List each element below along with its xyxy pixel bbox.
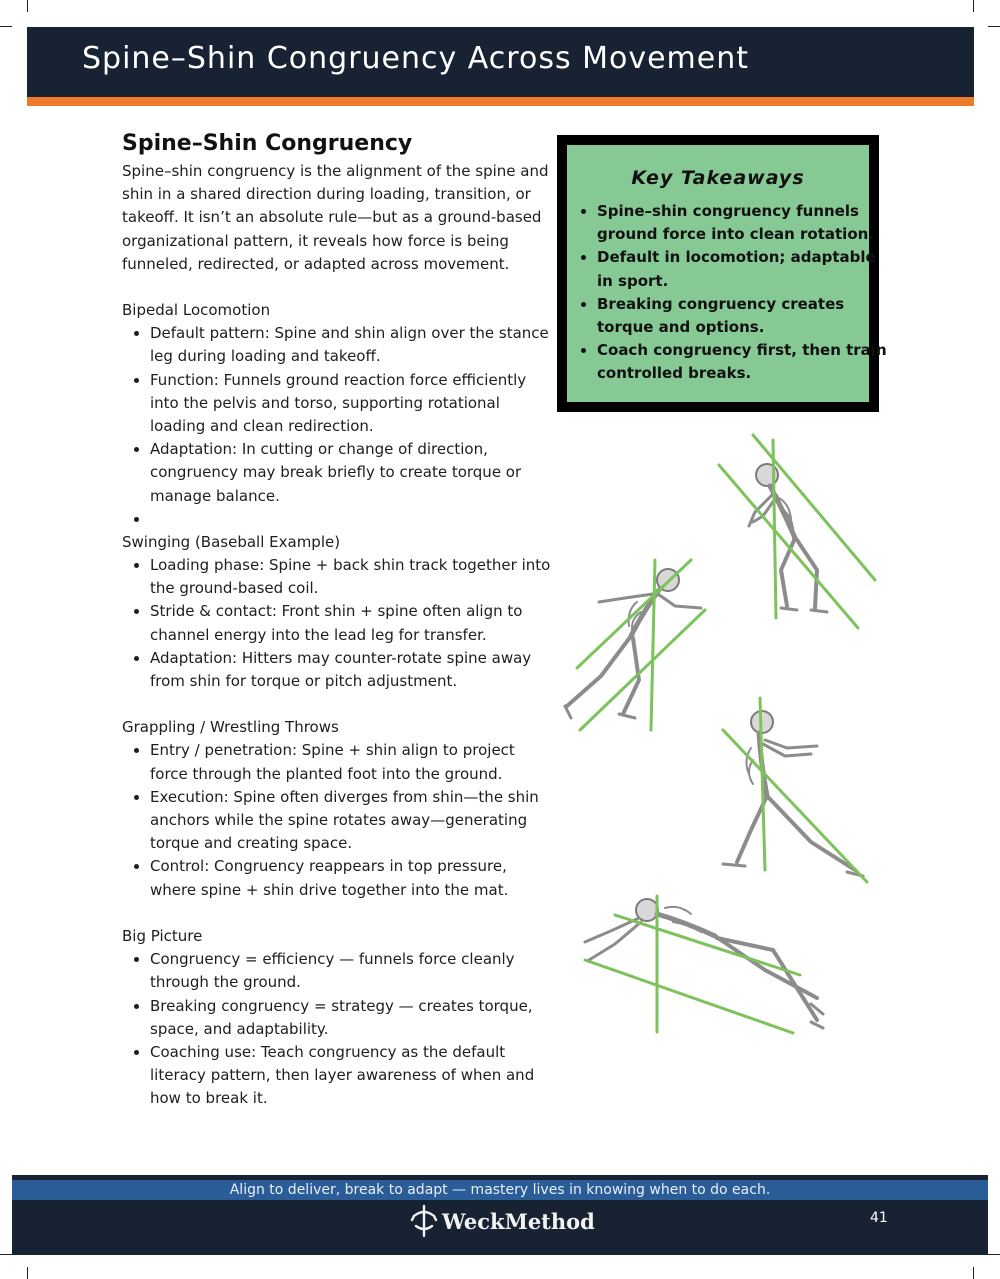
takeaway-item: • Default in locomotion; adaptable in sport.: [597, 246, 887, 292]
crop-mark: [988, 26, 1000, 27]
takeaway-item: • Coach congruency first, then train controlled breaks.: [597, 339, 887, 385]
list-item: • Adaptation: In cutting or change of direction, congruency may break briefly to create torque or manage balance.: [150, 438, 552, 508]
footer-tagline: Align to deliver, break to adapt — mastery lives in knowing when to do each.: [229, 1182, 771, 1198]
list-item: • Loading phase: Spine + back shin track together into the ground-based coil.: [150, 554, 552, 600]
crop-mark: [988, 1254, 1000, 1255]
list-item: • Function: Funnels ground reaction force efficiently into the pelvis and torso, supporting rotational loading and clean redirection.: [150, 369, 552, 439]
big-picture-list: [122, 948, 552, 1110]
crop-mark: [973, 0, 974, 12]
weckmethod-logo: [410, 1204, 595, 1238]
list-item: • Breaking congruency = strategy — creates torque, space, and adaptability.: [150, 995, 552, 1041]
list-item: • Stride & contact: Front shin + spine often align to channel energy into the lead leg for transfer.: [150, 600, 552, 646]
grappling-list: [122, 739, 552, 901]
crop-mark: [0, 26, 12, 27]
takeaway-item: • Spine–shin congruency funnels ground force into clean rotation.: [597, 200, 887, 246]
main-content: [122, 130, 552, 1111]
weckmethod-logo-icon: [410, 1204, 438, 1238]
key-takeaways-title: Key Takeaways: [631, 167, 805, 189]
list-item: • Adaptation: Hitters may counter-rotate spine away from shin for torque or pitch adjustment.: [150, 647, 552, 693]
takeaway-item: • Breaking congruency creates torque and options.: [597, 293, 887, 339]
section-heading: Spine–Shin Congruency: [122, 131, 413, 156]
page-header: [27, 27, 974, 97]
section-title-grappling: Grappling / Wrestling Throws: [122, 718, 339, 737]
key-takeaways-list: [575, 200, 887, 386]
header-accent-bar: [27, 97, 974, 106]
skeleton-illustrations: [555, 430, 885, 1050]
skeleton-figure-batter: [723, 711, 863, 876]
page-title: Spine–Shin Congruency Across Movement: [82, 41, 750, 76]
list-item-empty: [150, 508, 552, 531]
list-item: • Coaching use: Teach congruency as the default literacy pattern, then layer awareness of when and how to break it.: [150, 1041, 552, 1111]
list-item: • Control: Congruency reappears in top pressure, where spine + shin drive together into the mat.: [150, 855, 552, 901]
section-title-locomotion: Bipedal Locomotion: [122, 301, 271, 320]
skeleton-figure-crouch: [749, 464, 827, 612]
key-takeaways-box: [557, 135, 887, 412]
intro-paragraph: Spine–shin congruency is the alignment of the spine and shin in a shared direction during loading, transition, or takeoff. It isn’t an absolute rule—but as a ground-based organizational pattern, it reveals how force is being funneled, redirected, or adapted across movement.: [122, 162, 549, 273]
crop-mark: [973, 1267, 974, 1279]
crop-mark: [27, 1267, 28, 1279]
crop-mark: [27, 0, 28, 12]
skeleton-figure-runner: [565, 569, 701, 718]
key-takeaways-panel: [567, 145, 887, 402]
logo-text: WeckMethod: [442, 1208, 595, 1234]
locomotion-list: [122, 322, 552, 531]
swinging-list: [122, 554, 552, 693]
list-item: • Congruency = efficiency — funnels force cleanly through the ground.: [150, 948, 552, 994]
page-number: 41: [870, 1210, 888, 1226]
list-item: • Execution: Spine often diverges from shin—the shin anchors while the spine rotates away—generating torque and creating space.: [150, 786, 552, 856]
crop-mark: [0, 1254, 12, 1255]
section-title-swinging: Swinging (Baseball Example): [122, 532, 341, 551]
section-title-big-picture: Big Picture: [122, 926, 203, 945]
list-item: • Entry / penetration: Spine + shin align to project force through the planted foot into the ground.: [150, 739, 552, 785]
list-item: • Default pattern: Spine and shin align over the stance leg during loading and takeoff.: [150, 322, 552, 368]
